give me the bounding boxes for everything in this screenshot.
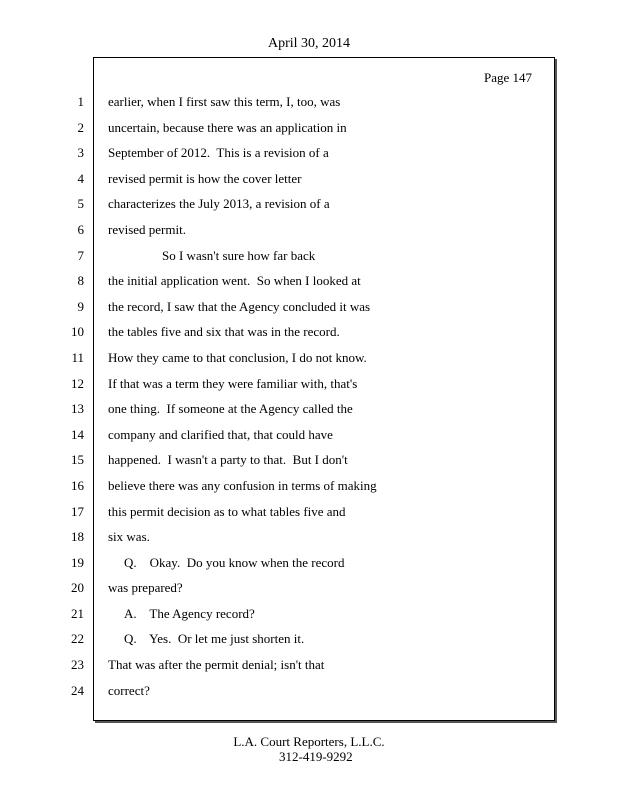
line-number: 8 (77, 273, 84, 289)
line-number: 17 (71, 503, 84, 519)
transcript-line: So I wasn't sure how far back (162, 247, 316, 263)
line-number: 13 (71, 401, 84, 417)
transcript-line: happened. I wasn't a party to that. But I don't (108, 452, 348, 468)
transcript-line: was prepared? (108, 580, 183, 596)
transcript-line: this permit decision as to what tables five and (108, 503, 346, 519)
question-line: Q. Yes. Or let me just shorten it. (124, 631, 305, 647)
line-number: 11 (71, 349, 84, 365)
line-number: 3 (77, 145, 84, 161)
line-number: 24 (71, 682, 84, 698)
line-number: 18 (71, 529, 84, 545)
court-reporter-phone: 312-419-9292 (279, 749, 353, 764)
transcript-line: characterizes the July 2013, a revision of a (108, 196, 330, 212)
line-number: 19 (71, 554, 84, 570)
line-number: 22 (71, 631, 84, 647)
line-number: 16 (71, 477, 84, 493)
transcript-line: earlier, when I first saw this term, I, too, was (108, 94, 341, 109)
transcript-date-header: April 30, 2014 (267, 36, 351, 51)
transcript-body (108, 92, 544, 706)
line-number: 6 (77, 221, 84, 237)
line-number: 5 (77, 196, 84, 212)
answer-line: A. The Agency record? (124, 605, 255, 621)
transcript-line: uncertain, because there was an application in (108, 119, 347, 135)
line-number: 14 (71, 426, 84, 442)
line-number: 7 (77, 247, 84, 263)
line-number: 10 (71, 324, 84, 340)
line-number: 15 (71, 452, 84, 468)
transcript-line: How they came to that conclusion, I do not know. (108, 349, 367, 365)
transcript-page-frame (93, 57, 555, 721)
line-number: 1 (77, 94, 84, 109)
reporter-footer (0, 734, 618, 764)
transcript-line: six was. (108, 529, 150, 545)
transcript-line: one thing. If someone at the Agency called the (108, 401, 353, 417)
transcript-line: correct? (108, 682, 150, 698)
transcript-line: That was after the permit denial; isn't that (108, 657, 325, 673)
transcript-line: the tables five and six that was in the record. (108, 324, 340, 340)
court-reporter-name: L.A. Court Reporters, L.L.C. (233, 734, 385, 749)
line-number: 4 (77, 170, 84, 186)
transcript-line: September of 2012. This is a revision of a (108, 145, 329, 161)
transcript-line: revised permit is how the cover letter (108, 170, 302, 186)
line-number: 2 (77, 119, 84, 135)
line-number: 21 (71, 605, 84, 621)
line-number: 12 (71, 375, 84, 391)
transcript-line: company and clarified that, that could have (108, 426, 333, 442)
transcript-line: the initial application went. So when I looked at (108, 273, 361, 289)
transcript-line: believe there was any confusion in terms of making (108, 477, 377, 493)
question-line: Q. Okay. Do you know when the record (124, 554, 345, 570)
line-number: 20 (71, 580, 84, 596)
line-number: 23 (71, 657, 84, 673)
transcript-line: revised permit. (108, 221, 186, 237)
page-number: Page 147 (483, 70, 532, 85)
line-number: 9 (77, 298, 84, 314)
transcript-line: If that was a term they were familiar with, that's (108, 375, 358, 391)
line-number-column (60, 92, 84, 706)
transcript-line: the record, I saw that the Agency concluded it was (108, 298, 371, 314)
